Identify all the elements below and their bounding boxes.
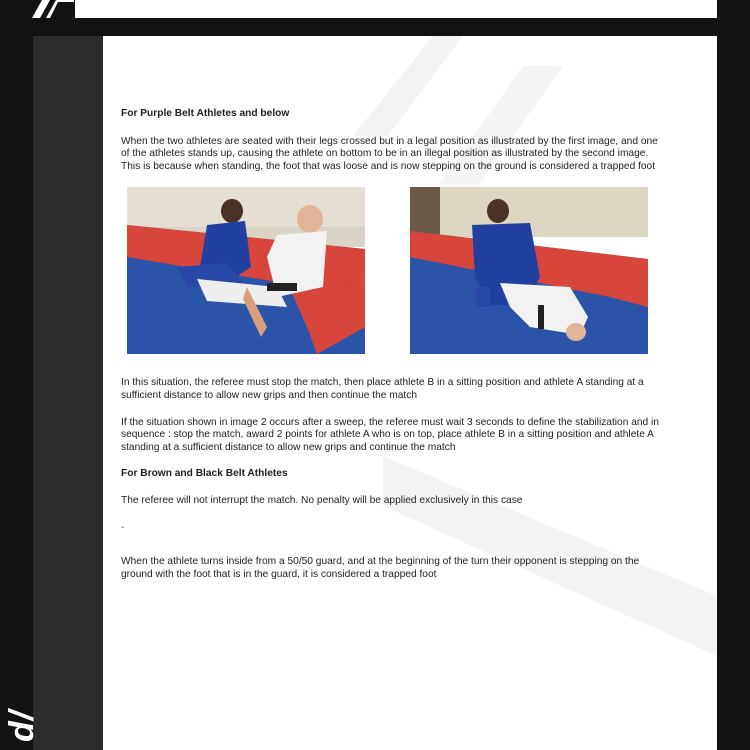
photo-row <box>121 187 661 359</box>
section-heading-purple-belt: For Purple Belt Athletes and below <box>121 108 290 119</box>
section-heading-brown-black-belt: For Brown and Black Belt Athletes <box>121 468 288 480</box>
paragraph-intro: When the two athletes are seated with their legs crossed but in a legal position as illustrated by the first image, and one of the athletes stands up, causing the athlete on bottom to be in an illegal position as illustrated by the second image. This is because when standing, the foot that was loose and is now stepping on the ground is considered a trapped foot <box>121 135 658 172</box>
document-content <box>121 108 661 595</box>
document-page[interactable] <box>103 36 717 750</box>
paragraph-no-penalty: The referee will not interrupt the match. No penalty will be applied exclusively in this case <box>121 494 523 506</box>
photo-seated-athletes <box>127 187 365 354</box>
list-dash: - <box>121 521 125 533</box>
photo-standing-athlete <box>410 187 648 354</box>
paragraph-sweep-situation: If the situation shown in image 2 occurs after a sweep, the referee must wait 3 seconds to define the stabilization and in sequence : stop the match, award 2 points for athlete A who is on top, place athlete B in a sitting position and athlete A standing at a sufficient distance to allow new grips and continue the match <box>121 416 659 453</box>
side-band-logo-text: d/ <box>3 709 41 742</box>
top-page-strip <box>75 0 717 18</box>
side-band <box>33 36 103 750</box>
paragraph-referee-action: In this situation, the referee must stop the match, then place athlete B in a sitting position and athlete A standing at a sufficient distance to allow new grips and then continue the match <box>121 377 644 401</box>
paragraph-50-50-guard: When the athlete turns inside from a 50/50 guard, and at the beginning of the turn their opponent is stepping on the ground with the foot that is in the guard, it is considered a trapped foot <box>121 556 640 580</box>
corner-logo-mark <box>32 0 74 18</box>
